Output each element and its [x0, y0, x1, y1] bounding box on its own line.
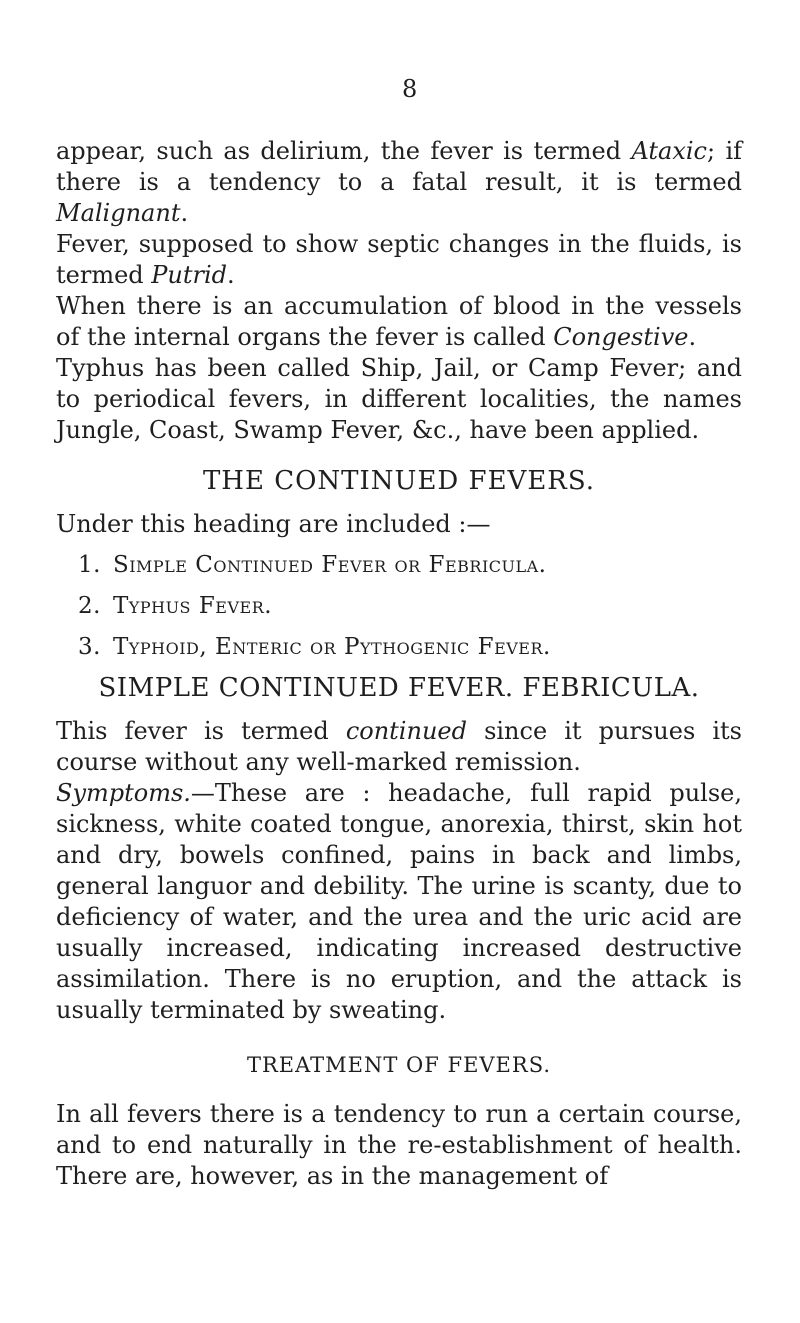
list-text: Typhus Fever. — [112, 593, 273, 619]
paragraph-ataxic-malignant — [56, 136, 742, 229]
paragraph-symptoms — [56, 778, 742, 1026]
paragraph-under-heading: Under this heading are included :— — [56, 510, 491, 538]
list-text: Simple Continued Fever or Febricula. — [112, 552, 547, 578]
text: since it pursues its course without any well-marked remission. — [56, 717, 742, 776]
page-number: 8 — [402, 75, 418, 103]
list-item — [78, 550, 742, 581]
term-symptoms: Symptoms. — [56, 779, 191, 807]
page-body — [56, 136, 742, 1192]
heading-simple-continued-fever: SIMPLE CONTINUED FEVER. FEBRICULA. — [98, 673, 700, 703]
text: . — [688, 323, 697, 351]
text: This fever is termed — [56, 717, 346, 745]
heading-treatment-of-fevers: TREATMENT OF FEVERS. — [246, 1053, 552, 1077]
text: Fever, supposed to show septic changes in the fluids, is termed — [56, 230, 742, 289]
paragraph-continued — [56, 716, 742, 778]
text: . — [227, 261, 235, 289]
paragraph-putrid — [56, 229, 742, 291]
paragraph-typhus-names: Typhus has been called Ship, Jail, or Camp Fever; and to periodical fevers, in different localities, the names Jungle, Coast, Swamp Fever, &c., have been applied. — [56, 354, 742, 444]
heading-continued-fevers: THE CONTINUED FEVERS. — [202, 466, 596, 496]
list-item — [78, 591, 742, 622]
fever-list — [56, 550, 742, 663]
term-malignant: Malignant — [56, 199, 181, 227]
list-number: 3. — [78, 634, 101, 660]
text: —These are : headache, full rapid pulse, sickness, white coated tongue, anorexia, thirst, skin hot and dry, bowels confined, pains in back and limbs, general languor and debility. The urine is scanty, due to deficiency of water, and the urea and the uric acid are usually increased, indicating increased destructive assimilation. There is no eruption, and the attack is usually terminated by sweating. — [56, 779, 742, 1024]
term-continued: continued — [345, 717, 467, 745]
list-number: 2. — [78, 593, 101, 619]
term-congestive: Congestive — [553, 323, 689, 351]
paragraph-congestive — [56, 291, 742, 353]
list-number: 1. — [78, 552, 101, 578]
term-ataxic: Ataxic — [631, 137, 707, 165]
text: appear, such as delirium, the fever is termed — [56, 137, 632, 165]
text: When there is an accumulation of blood in the vessels of the internal organs the fever is called — [56, 292, 742, 351]
term-putrid: Putrid — [151, 261, 228, 289]
text: ; if there is a tendency to a fatal result, it is termed — [56, 137, 743, 196]
paragraph-treatment: In all fevers there is a tendency to run a certain course, and to end naturally in the re-establishment of health. There are, however, as in the management of — [56, 1100, 742, 1190]
list-text: Typhoid, Enteric or Pythogenic Fever. — [112, 634, 551, 660]
list-item — [78, 632, 742, 663]
text: . — [180, 199, 189, 227]
